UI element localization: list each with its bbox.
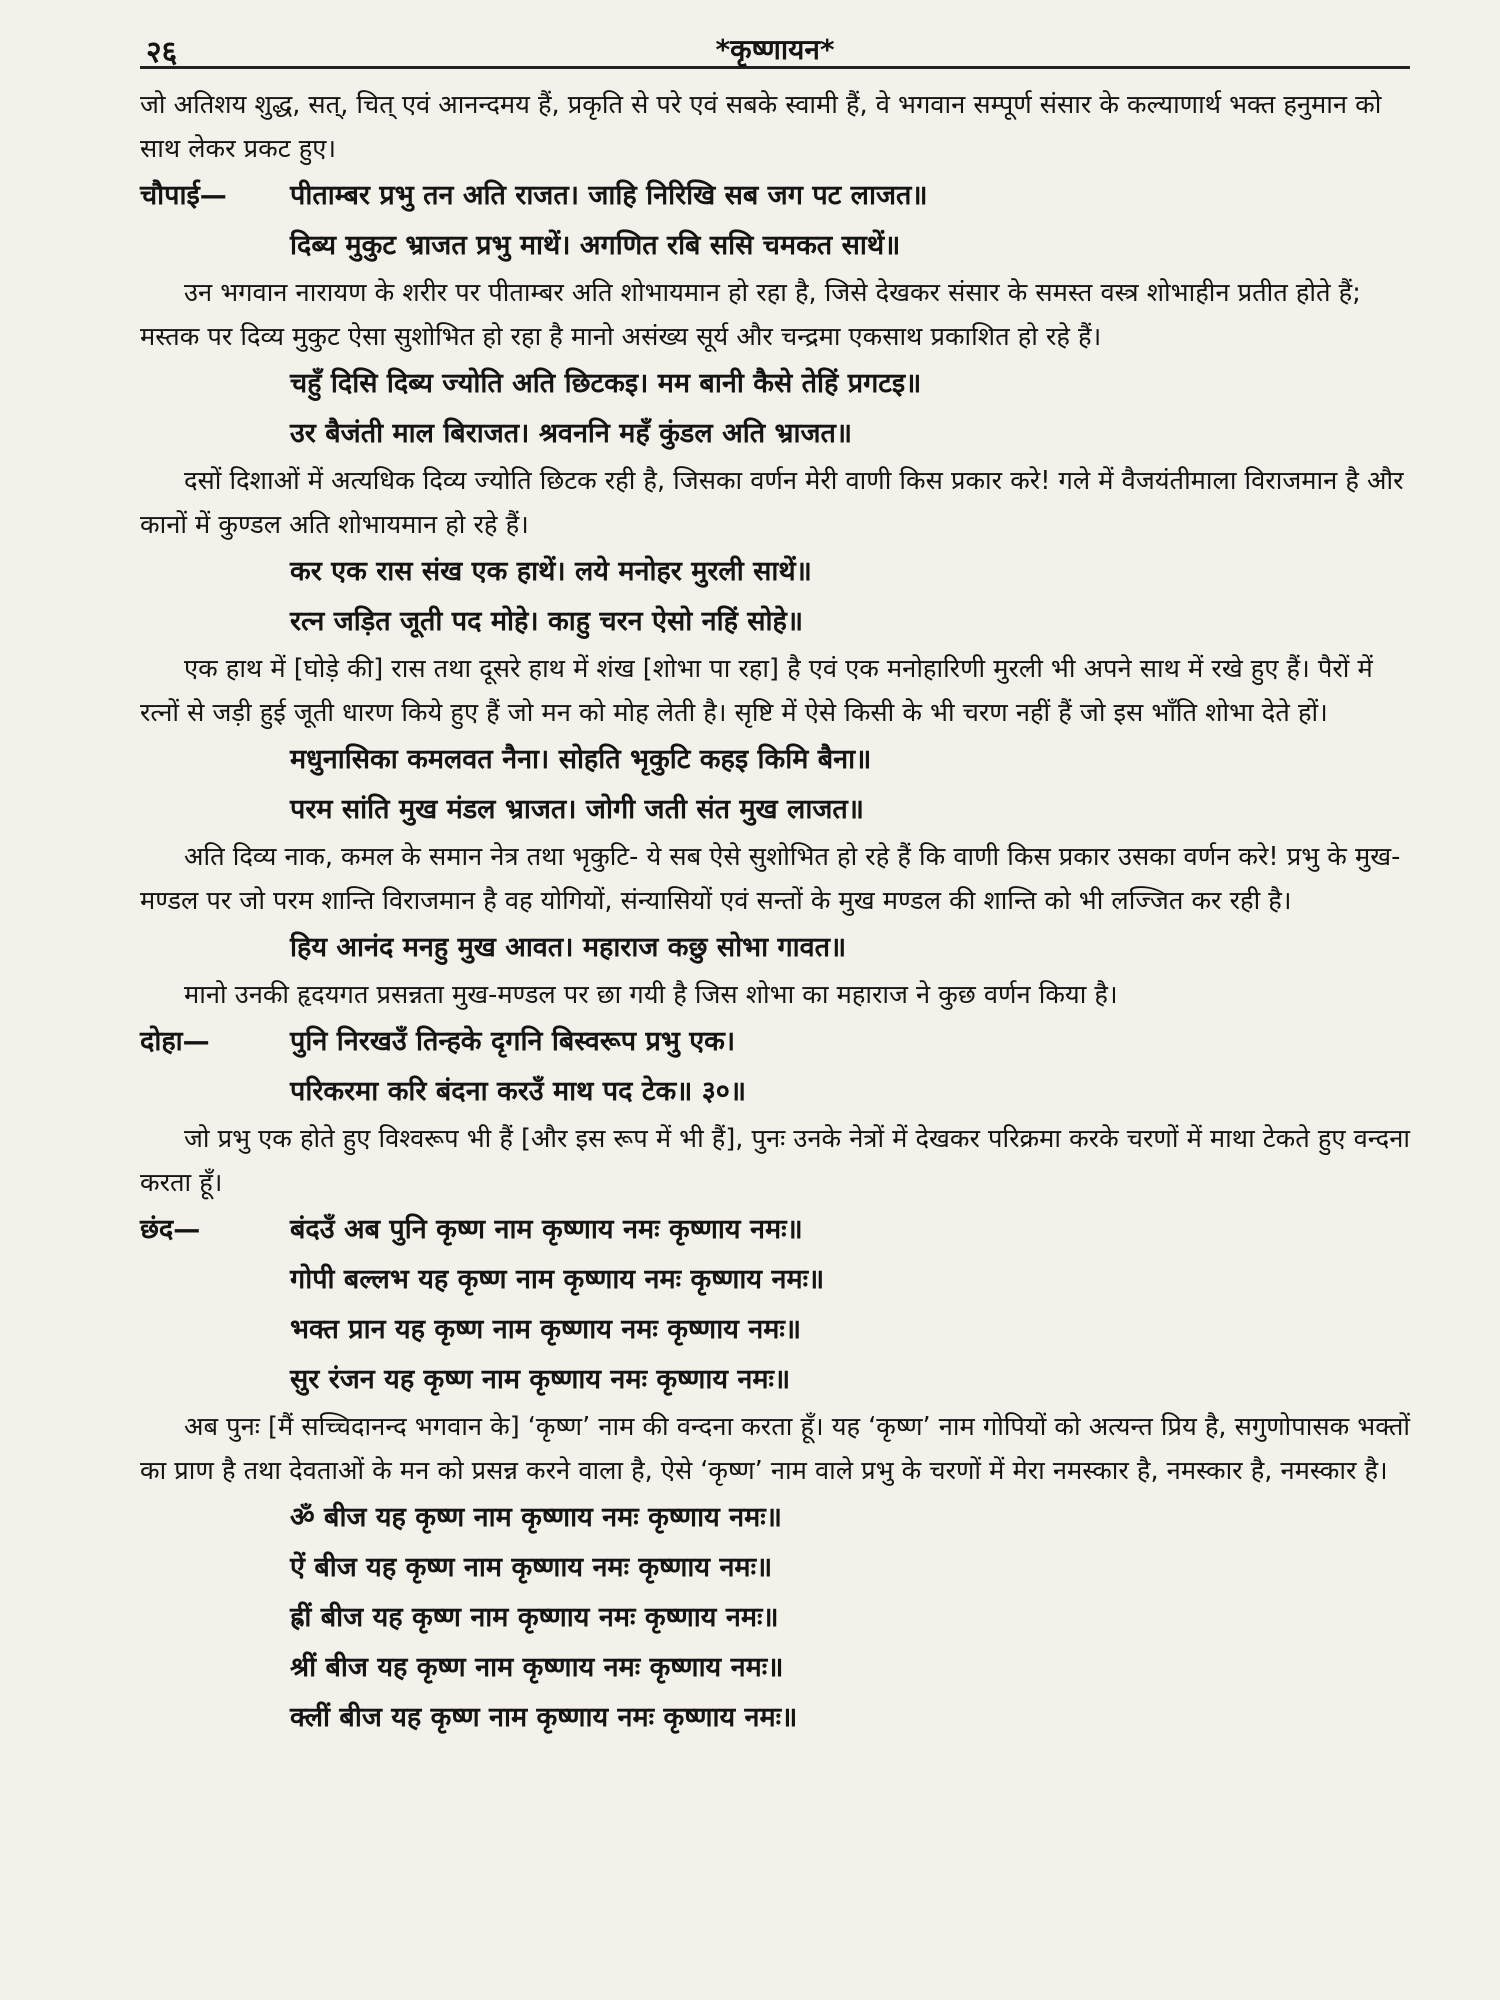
verse-line	[140, 735, 1410, 785]
verse-line	[140, 409, 1410, 459]
verse-line	[140, 171, 1410, 221]
verse-text: दिब्य मुकुट भ्राजत प्रभु माथें। अगणित रबि ससि चमकत साथें॥	[290, 230, 901, 261]
verse-line	[140, 1067, 1410, 1117]
verse-line	[140, 1255, 1410, 1305]
verse-text: कर एक रास संख एक हाथें। लये मनोहर मुरली साथें॥	[290, 556, 812, 587]
page-content	[140, 83, 1410, 1743]
verse-line	[140, 221, 1410, 271]
page-number: २६	[146, 35, 178, 70]
verse-label: छंद—	[140, 1214, 201, 1245]
verse-text: भक्त प्रान यह कृष्ण नाम कृष्णाय नमः कृष्णाय नमः॥	[290, 1314, 802, 1345]
verse-text: बंदउँ अब पुनि कृष्ण नाम कृष्णाय नमः कृष्णाय नमः॥	[290, 1214, 803, 1245]
verse-text: हिय आनंद मनहु मुख आवत। महाराज कछु सोभा गावत॥	[290, 932, 847, 963]
verse-line	[140, 1305, 1410, 1355]
verse-text: पीताम्बर प्रभु तन अति राजत। जाहि निरिखि सब जग पट लाजत॥	[290, 180, 928, 211]
prose-paragraph: मानो उनकी हृदयगत प्रसन्नता मुख-मण्डल पर छा गयी है जिस शोभा का महाराज ने कुछ वर्णन किया है।	[184, 980, 1118, 1010]
prose-paragraph: उन भगवान नारायण के शरीर पर पीताम्बर अति शोभायमान हो रहा है, जिसे देखकर संसार के समस्त वस्त्र शोभाहीन प्रतीत होते हैं; मस्तक पर दिव्य मुकुट ऐसा सुशोभित हो रहा है मानो असंख्य सूर्य और चन्द्रमा एकसाथ प्रकाशित हो रहे हैं।	[140, 278, 1361, 352]
verse-text: मधुनासिका कमलवत नैना। सोहति भृकुटि कहइ किमि बैना॥	[290, 744, 872, 775]
verse-text: श्रीं बीज यह कृष्ण नाम कृष्णाय नमः कृष्णाय नमः॥	[290, 1652, 784, 1683]
verse-line	[140, 1593, 1410, 1643]
verse-line	[140, 785, 1410, 835]
verse-line	[140, 1205, 1410, 1255]
verse-line	[140, 1017, 1410, 1067]
verse-text: ॐ बीज यह कृष्ण नाम कृष्णाय नमः कृष्णाय नमः॥	[290, 1502, 782, 1533]
verse-label: चौपाई—	[140, 180, 227, 211]
verse-text: ऐं बीज यह कृष्ण नाम कृष्णाय नमः कृष्णाय नमः॥	[290, 1552, 773, 1583]
verse-line	[140, 1643, 1410, 1693]
verse-label: दोहा—	[140, 1026, 210, 1057]
verse-line	[140, 597, 1410, 647]
verse-text: परिकरमा करि बंदना करउँ माथ पद टेक॥ ३०॥	[290, 1076, 747, 1107]
prose-paragraph: अति दिव्य नाक, कमल के समान नेत्र तथा भृकुटि- ये सब ऐसे सुशोभित हो रहे हैं कि वाणी किस प्रकार उसका वर्णन करे! प्रभु के मुख-मण्डल पर जो परम शान्ति विराजमान है वह योगियों, संन्यासियों एवं सन्तों के मुख मण्डल की शान्ति को भी लज्जित कर रही है।	[140, 842, 1401, 916]
prose-paragraph: जो प्रभु एक होते हुए विश्वरूप भी हैं [और इस रूप में भी हैं], पुनः उनके नेत्रों में देखकर परिक्रमा करके चरणों में माथा टेकते हुए वन्दना करता हूँ।	[140, 1124, 1410, 1198]
verse-text: चहुँ दिसि दिब्य ज्योति अति छिटकइ। मम बानी कैसे तेहिं प्रगटइ॥	[290, 368, 922, 399]
prose-paragraph: दसों दिशाओं में अत्यधिक दिव्य ज्योति छिटक रही है, जिसका वर्णन मेरी वाणी किस प्रकार करे! गले में वैजयंतीमाला विराजमान है और कानों में कुण्डल अति शोभायमान हो रहे हैं।	[140, 466, 1404, 540]
verse-line	[140, 1493, 1410, 1543]
verse-line	[140, 1355, 1410, 1405]
verse-line	[140, 359, 1410, 409]
verse-text: पुनि निरखउँ तिन्हके दृगनि बिस्वरूप प्रभु एक।	[290, 1026, 736, 1057]
verse-text: सुर रंजन यह कृष्ण नाम कृष्णाय नमः कृष्णाय नमः॥	[290, 1364, 791, 1395]
prose-paragraph: अब पुनः [मैं सच्चिदानन्द भगवान के] ‘कृष्ण’ नाम की वन्दना करता हूँ। यह ‘कृष्ण’ नाम गोपियों को अत्यन्त प्रिय है, सगुणोपासक भक्तों का प्राण है तथा देवताओं के मन को प्रसन्न करने वाला है, ऐसे ‘कृष्ण’ नाम वाले प्रभु के चरणों में मेरा नमस्कार है, नमस्कार है, नमस्कार है।	[140, 1412, 1411, 1486]
verse-line	[140, 547, 1410, 597]
verse-line	[140, 923, 1410, 973]
verse-text: क्लीं बीज यह कृष्ण नाम कृष्णाय नमः कृष्णाय नमः॥	[290, 1702, 798, 1733]
verse-text: रत्न जड़ित जूती पद मोहे। काहु चरन ऐसो नहिं सोहे॥	[290, 606, 804, 637]
verse-line	[140, 1543, 1410, 1593]
prose-paragraph: एक हाथ में [घोड़े की] रास तथा दूसरे हाथ में शंख [शोभा पा रहा] है एवं एक मनोहारिणी मुरली भी अपने साथ में रखे हुए हैं। पैरों में रत्नों से जड़ी हुई जूती धारण किये हुए हैं जो मन को मोह लेती है। सृष्टि में ऐसे किसी के भी चरण नहीं हैं जो इस भाँति शोभा देते हों।	[140, 654, 1373, 728]
verse-line	[140, 1693, 1410, 1743]
verse-text: ह्रीं बीज यह कृष्ण नाम कृष्णाय नमः कृष्णाय नमः॥	[290, 1602, 779, 1633]
verse-text: उर बैजंती माल बिराजत। श्रवननि महँ कुंडल अति भ्राजत॥	[290, 418, 853, 449]
verse-text: परम सांति मुख मंडल भ्राजत। जोगी जती संत मुख लाजत॥	[290, 794, 864, 825]
verse-text: गोपी बल्लभ यह कृष्ण नाम कृष्णाय नमः कृष्णाय नमः॥	[290, 1264, 825, 1295]
running-title: *कृष्णायन*	[715, 33, 835, 66]
page-header	[140, 26, 1410, 69]
prose-paragraph: जो अतिशय शुद्ध, सत्, चित् एवं आनन्दमय हैं, प्रकृति से परे एवं सबके स्वामी हैं, वे भगवान सम्पूर्ण संसार के कल्याणार्थ भक्त हनुमान को साथ लेकर प्रकट हुए।	[140, 90, 1382, 164]
